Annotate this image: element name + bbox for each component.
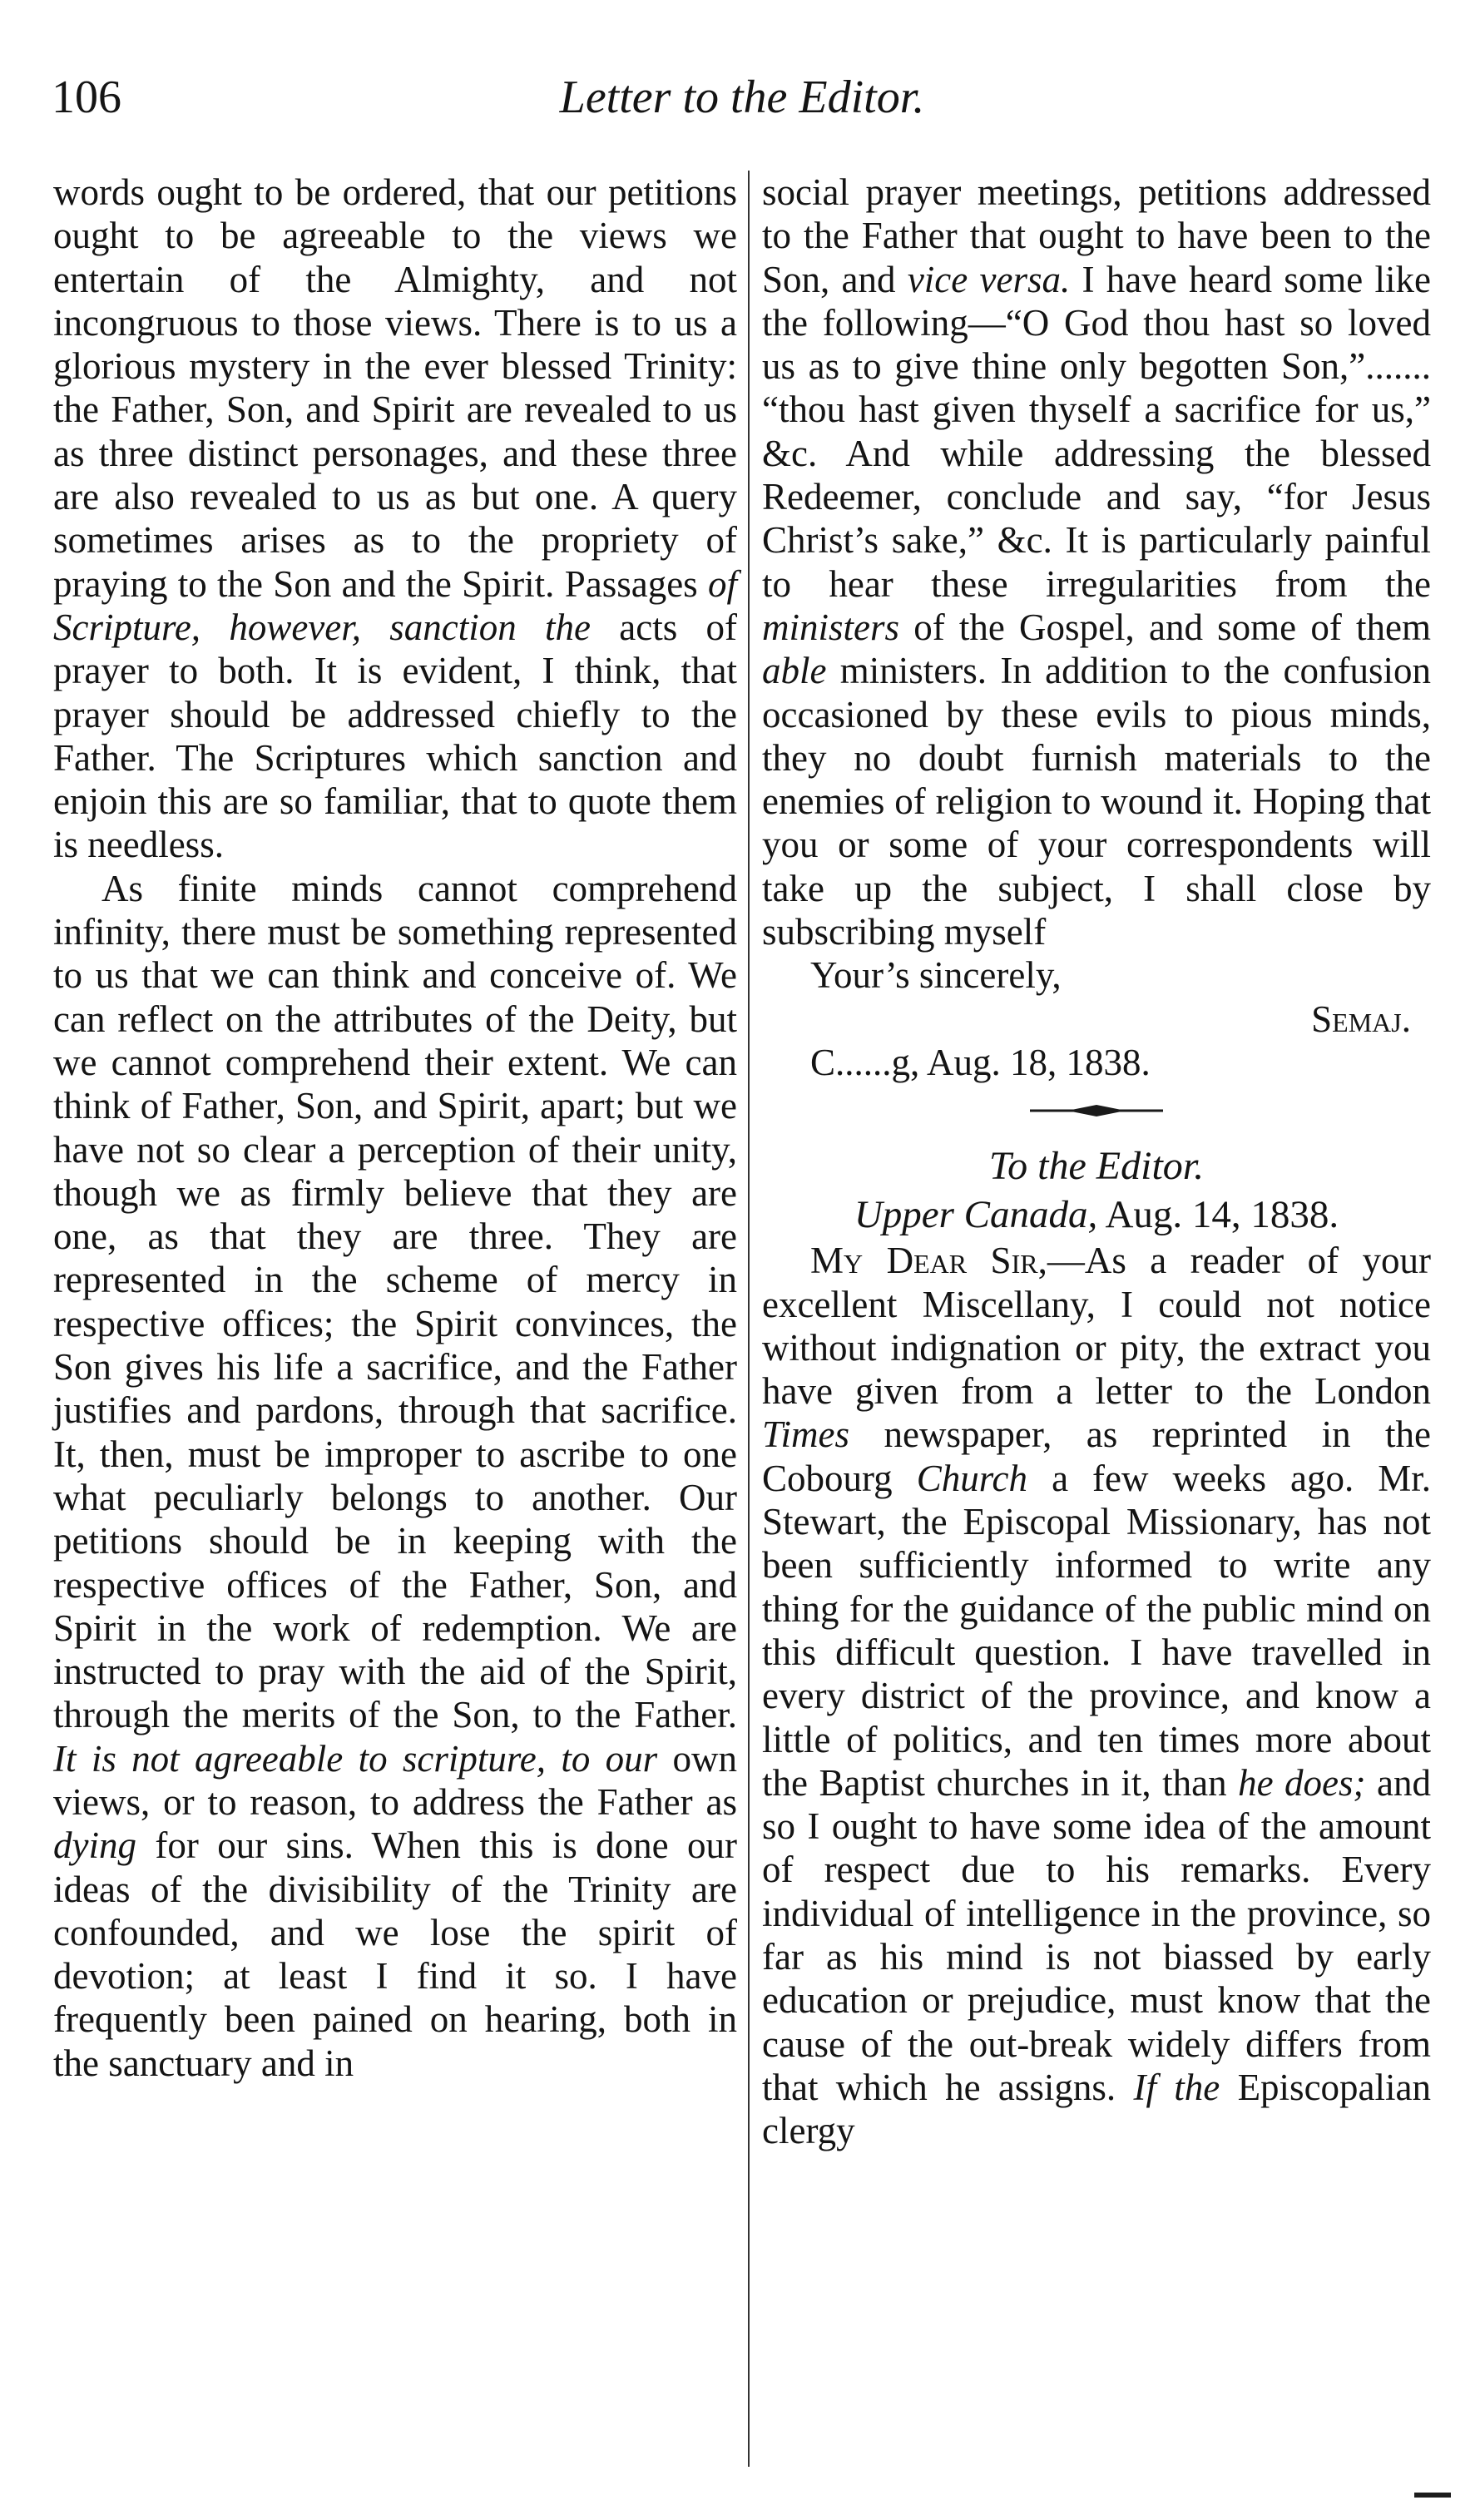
text-run: Episcopalian clergy (762, 2066, 1431, 2152)
left-paragraph-2 (53, 867, 737, 2085)
text-run: As finite minds cannot comprehend infinity, there must be something represented to us that we can think and conceive of. We can reflect on the attributes of the Deity, but we cannot comprehend their extent. We can think of Father, Son, and Spirit, apart; but we have not so clear a perception of their unity, though we as firmly believe that they are one, as that they are three. They are represented in the scheme of mercy in respective offices; the Spirit convinces, the Son gives his life a sacrifice, and the Father justifies and pardons, through that sacrifice. It, then, must be improper to ascribe to one what peculiarly belongs to another. Our petitions should be in keeping with the respective offices of the Father, Son, and Spirit in the work of redemption. We are instructed to pray with the aid of the Spirit, through the merits of the Son, to the Father. (53, 867, 737, 1736)
text-run: newspaper, as reprinted in the Cobourg (762, 1413, 1431, 1499)
italic-run: Times (762, 1413, 850, 1456)
right-paragraph-2 (762, 1239, 1431, 2152)
text-run: acts of prayer to both. It is evident, I think, that prayer should be addressed chiefly to the Father. The Scriptures which sanction and enjoin this are so familiar, that to quote them is needless. (53, 606, 738, 866)
italic-run: of Scripture, however, sanction the (53, 562, 737, 648)
letter-closing: Your’s sincerely, (810, 954, 1062, 997)
place-name: Upper Canada, (854, 1193, 1098, 1237)
text-run: of the Gospel, and some of them (899, 606, 1431, 648)
right-paragraph-1 (762, 171, 1431, 953)
letter-signature: Semaj. (1311, 998, 1411, 1040)
text-run: and so I ought to have some idea of the amount of respect due to his remarks. Every individual of intelligence in the province, so far as his mind is not biassed by early education or prejudice, must know that the cause of the out-break widely differs from that which he assigns. (762, 1761, 1431, 2108)
corner-mark (1414, 2493, 1451, 2498)
text-run: social prayer meetings, petitions addressed to the Father that ought to have been to the Son, and (762, 171, 1431, 300)
text-run: —As a reader of your excellent Miscellany, I could not notice without indignation or pity, the extract you have given from a letter to the London (762, 1240, 1432, 1413)
right-column (762, 171, 1431, 2152)
italic-run: If the (1133, 2066, 1220, 2108)
dateline-date: Aug. 14, 1838. (1097, 1193, 1339, 1237)
ornament-rule-icon (980, 1102, 1213, 1119)
italic-run: able (762, 650, 827, 692)
letter-dateline (762, 1191, 1431, 1239)
page-header (52, 60, 1433, 135)
italic-run: he does; (1238, 1761, 1366, 1804)
salutation: My Dear Sir, (810, 1240, 1047, 1282)
page-number: 106 (52, 72, 121, 123)
column-rule (748, 171, 750, 2467)
italic-run: vice versa. (907, 258, 1071, 300)
text-run: a few weeks ago. Mr. Stewart, the Episcopal Missionary, has not been sufficiently informed to write any thing for the guidance of the public mind on this difficult question. I have travelled in every district of the province, and know a little of politics, and ten times more about the Baptist churches in it, than (762, 1457, 1431, 1804)
text-run: ministers. In addition to the confusion occasioned by these evils to pious minds, they no doubt furnish materials to the enemies of religion to wound it. Hoping that you or some of your correspondents will take up the subject, I shall close by subscribing myself (762, 650, 1431, 953)
left-paragraph-1 (53, 171, 737, 867)
text-run: words ought to be ordered, that our petitions ought to be agreeable to the views we entertain of the Almighty, and not incongruous to those views. There is to us a glorious mystery in the ever blessed Trinity: the Father, Son, and Spirit are revealed to us as three distinct personages, and these three are also revealed to us as but one. A query sometimes arises as to the propriety of praying to the Son and the Spirit. Passages (53, 171, 737, 605)
italic-run: ministers (762, 606, 900, 648)
section-title: To the Editor. (988, 1144, 1205, 1189)
section-divider (762, 1084, 1431, 1142)
italic-run: Church (916, 1457, 1028, 1499)
letter-date-line: C......g, Aug. 18, 1838. (810, 1041, 1151, 1083)
italic-run: It is not agreeable to scripture, to our (53, 1737, 658, 1780)
italic-run: dying (53, 1824, 136, 1867)
left-column (53, 171, 737, 2085)
text-run: own views, or to reason, to address the Father as (53, 1737, 737, 1823)
running-title: Letter to the Editor. (559, 72, 925, 123)
text-run: for our sins. When this is done our ideas of the divisibility of the Trinity are confounded, and we lose the spirit of devotion; at least I find it so. I have frequently been pained on hearing, both in the sanctuary and in (53, 1824, 737, 2084)
text-run: I have heard some like the following—“O God thou hast so loved us as to give thine only begotten Son,”....... “thou hast given thyself a sacrifice for us,” &c. And while addressing the blessed Redeemer, conclude and say, “for Jesus Christ’s sake,” &c. It is particularly painful to hear these irregularities from the (762, 258, 1431, 605)
